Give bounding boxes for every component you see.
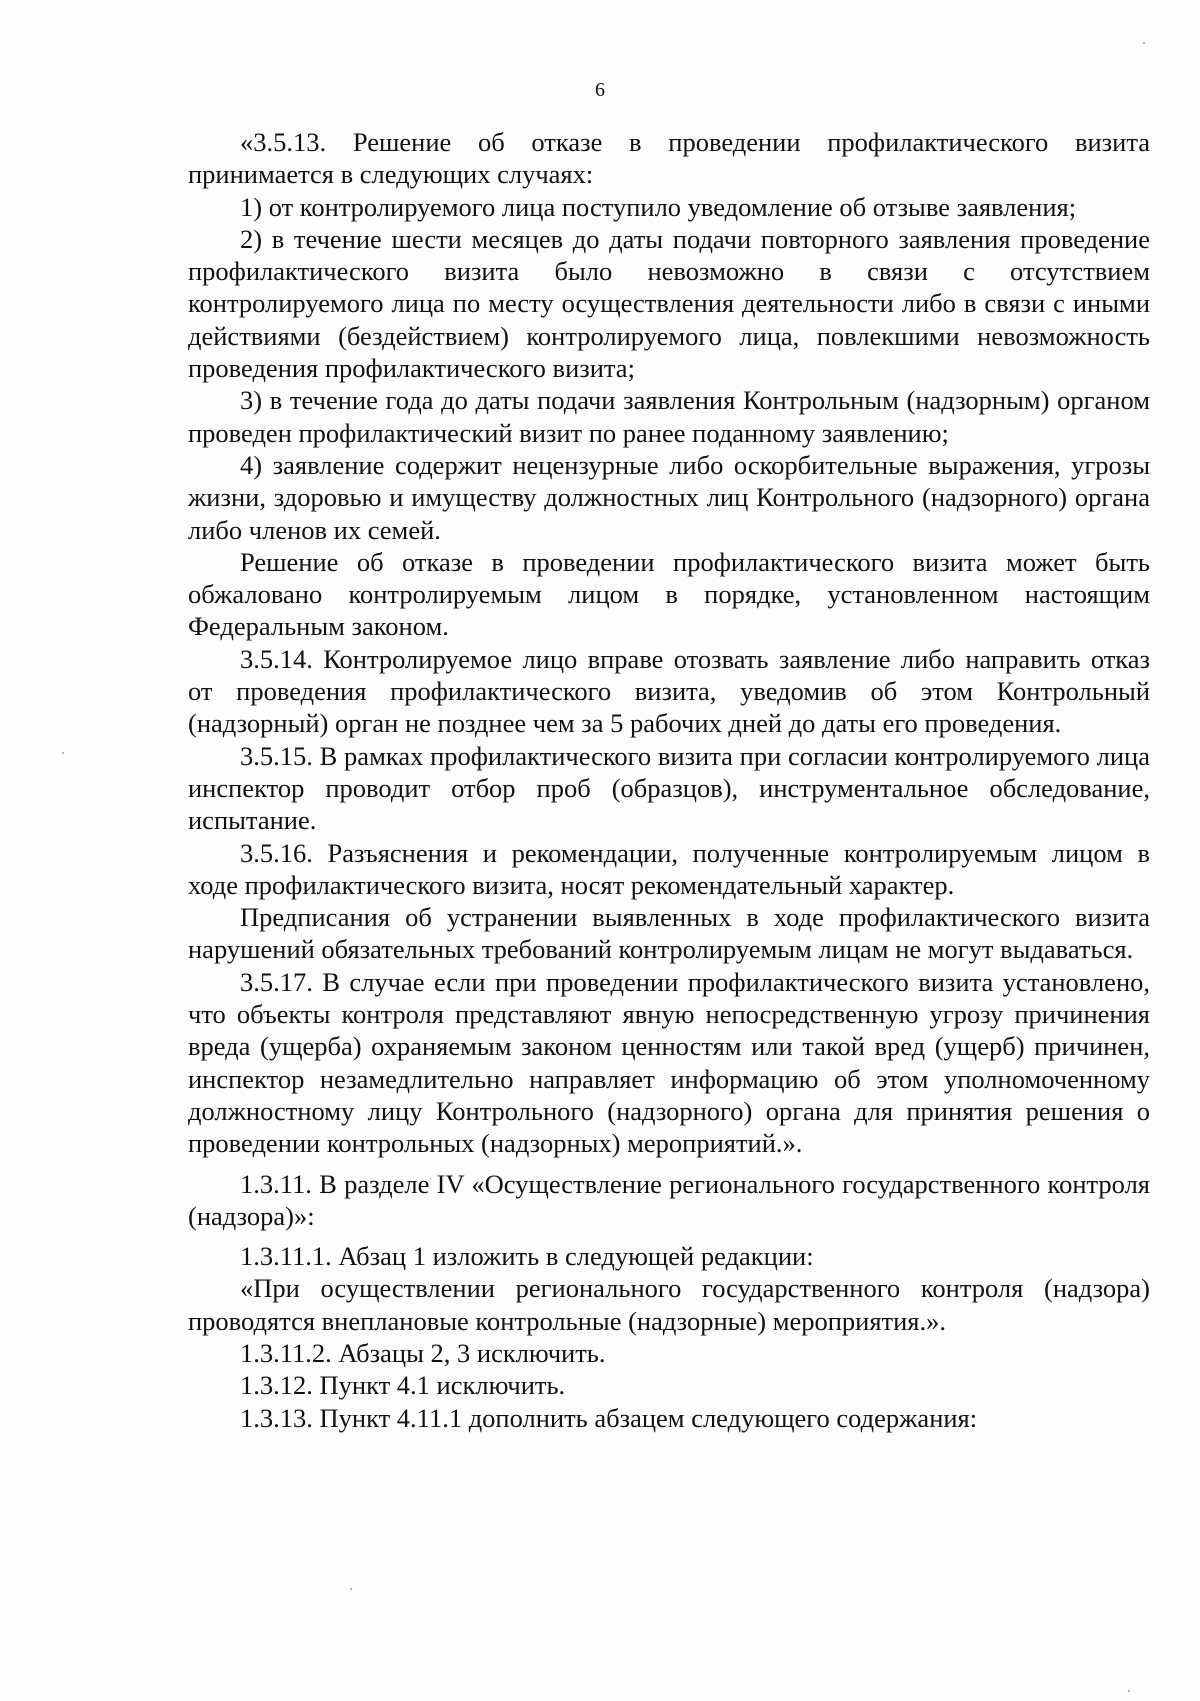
page-number: 6 bbox=[595, 79, 605, 101]
scan-speck bbox=[62, 752, 64, 754]
paragraph-3-5-14: 3.5.14. Контролируемое лицо вправе отозвать заявление либо направить отказ от проведения профилактического визита, уведомив об этом Контрольный (надзорный) орган не позднее чем за 5 рабочих дней до даты его проведения. bbox=[188, 643, 1150, 739]
paragraph-refusal-appeal: Решение об отказе в проведении профилактического визита может быть обжаловано контролируемым лицом в порядке, установленном настоящим Федеральным законом. bbox=[188, 546, 1150, 642]
paragraph-3-5-13: «3.5.13. Решение об отказе в проведении профилактического визита принимается в следующих случаях: bbox=[188, 127, 1150, 190]
paragraph-1-3-11: 1.3.11. В разделе IV «Осуществление регионального государственного контроля (надзора)»: bbox=[188, 1168, 1150, 1231]
paragraph-1-3-12: 1.3.12. Пункт 4.1 исключить. bbox=[240, 1370, 566, 1401]
document-body bbox=[188, 126, 1150, 1434]
scan-speck bbox=[1143, 42, 1145, 44]
paragraph-case-2: 2) в течение шести месяцев до даты подачи повторного заявления проведение профилактического визита было невозможно в связи с отсутствием контролируемого лица по месту осуществления деятельности либо в связи с иными действиями (бездействием) контролируемого лица, повлекшими невозможность проведения профилактического визита; bbox=[188, 223, 1150, 384]
paragraph-3-5-17: 3.5.17. В случае если при проведении профилактического визита установлено, что объекты контроля представляют явную непосредственную угрозу причинения вреда (ущерба) охраняемым законом ценностям или такой вред (ущерб) причинен, инспектор незамедлительно направляет информацию об этом уполномоченному должностному лицу Контрольного (надзорного) органа для принятия решения о проведении контрольных (надзорных) мероприятий.». bbox=[188, 966, 1150, 1159]
paragraph-quoted-edition: «При осуществлении регионального государственного контроля (надзора) проводятся внеплановые контрольные (надзорные) мероприятия.». bbox=[188, 1273, 1150, 1336]
paragraph-case-1: 1) от контролируемого лица поступило уведомление об отзыве заявления; bbox=[240, 191, 1077, 222]
paragraph-3-5-15: 3.5.15. В рамках профилактического визита при согласии контролируемого лица инспектор проводит отбор проб (образцов), инструментальное обследование, испытание. bbox=[188, 740, 1150, 836]
paragraph-3-5-16: 3.5.16. Разъяснения и рекомендации, полученные контролируемым лицом в ходе профилактического визита, носят рекомендательный характер. bbox=[188, 837, 1150, 900]
paragraph-prescriptions: Предписания об устранении выявленных в ходе профилактического визита нарушений обязательных требований контролируемым лицам не могут выдаваться. bbox=[188, 902, 1150, 965]
paragraph-1-3-11-1: 1.3.11.1. Абзац 1 изложить в следующей редакции: bbox=[240, 1241, 814, 1272]
scan-speck bbox=[1128, 1690, 1130, 1692]
paragraph-case-4: 4) заявление содержит нецензурные либо оскорбительные выражения, угрозы жизни, здоровью и имуществу должностных лиц Контрольного (надзорного) органа либо членов их семей. bbox=[188, 449, 1150, 545]
paragraph-case-3: 3) в течение года до даты подачи заявления Контрольным (надзорным) органом проведен профилактический визит по ранее поданному заявлению; bbox=[188, 385, 1150, 448]
paragraph-1-3-11-2: 1.3.11.2. Абзацы 2, 3 исключить. bbox=[240, 1337, 606, 1368]
scan-speck bbox=[350, 1588, 352, 1590]
paragraph-1-3-13: 1.3.13. Пункт 4.11.1 дополнить абзацем следующего содержания: bbox=[240, 1402, 978, 1433]
